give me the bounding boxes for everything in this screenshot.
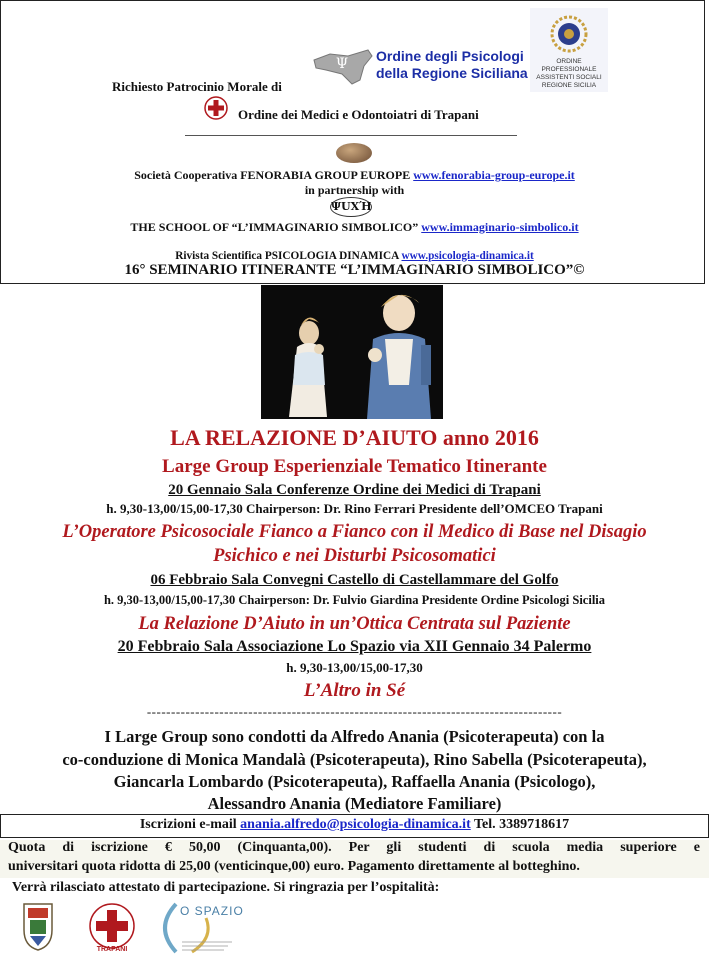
event1-theme-line1: L’Operatore Psicosociale Fianco a Fianco con il Medico di Base nel Disagio <box>62 522 647 542</box>
conductors-line2: co-conduzione di Monica Mandalà (Psicoterapeuta), Rino Sabella (Psicoterapeuta), <box>62 750 647 769</box>
sunburst-icon <box>549 12 589 56</box>
event1-hours: h. 9,30-13,00/15,00-17,30 Chairperson: Dr. Rino Ferrari Presidente dell’OMCEO Trapani <box>106 501 603 516</box>
ordine-medici-label: Ordine dei Medici e Odontoiatri di Trapani <box>238 107 479 122</box>
fenorabia-text: Società Cooperativa FENORABIA GROUP EUROPE <box>134 168 411 182</box>
event2-hours: h. 9,30-13,00/15,00-17,30 Chairperson: Dr. Fulvio Giardina Presidente Ordine Psicologi Sicilia <box>103 593 606 607</box>
contact-email-link[interactable]: anania.alfredo@psicologia-dinamica.it <box>240 817 471 832</box>
svg-text:Ψ: Ψ <box>335 56 349 72</box>
main-subtitle: Large Group Esperienziale Tematico Itinerante <box>162 456 547 477</box>
rivista-line <box>21 248 687 263</box>
rivista-link[interactable]: www.psicologia-dinamica.it <box>401 248 534 262</box>
event2-theme: La Relazione D’Aiuto in un’Ottica Centrata sul Paziente <box>138 614 571 634</box>
sicily-map-icon <box>312 46 374 86</box>
header-divider <box>185 135 517 136</box>
contact-line <box>0 817 709 833</box>
psicologi-logo-line2: della Regione Siciliana <box>376 65 528 81</box>
event3-place: 20 Febbraio Sala Associazione Lo Spazio via XII Gennaio 34 Palermo <box>117 638 592 655</box>
trapani-logo-label: TRAPANI <box>96 946 128 953</box>
event2-place: 06 Febbraio Sala Convegni Castello di Castellammare del Golfo <box>150 572 559 588</box>
contact-tel: Tel. 3389718617 <box>473 817 570 832</box>
school-text: THE SCHOOL OF “L’IMMAGINARIO SIMBOLICO” <box>130 220 419 234</box>
contact-label: Iscrizioni e-mail <box>139 817 237 832</box>
fees-line2: universitari quota ridotta di 25,00 (venticinque,00) euro. Pagamento direttamente al botteghino. <box>8 859 580 874</box>
main-title: LA RELAZIONE D’AIUTO anno 2016 <box>170 425 539 450</box>
fenorabia-line <box>0 168 709 183</box>
patrocinio-label: Richiesto Patrocinio Morale di <box>112 79 282 94</box>
conductors-line3: Giancarla Lombardo (Psicoterapeuta), Raffaella Anania (Psicologo), <box>113 772 596 791</box>
assistenti-sociali-logo <box>530 8 608 92</box>
municipality-crest <box>18 900 58 952</box>
event3-hours: h. 9,30-13,00/15,00-17,30 <box>286 660 423 675</box>
school-link[interactable]: www.immaginario-simbolico.it <box>421 220 579 234</box>
school-line <box>0 220 709 235</box>
ordine-medici-emblem <box>204 96 228 120</box>
dashed-separator: -------------------------------------------------------------------------------------- <box>146 704 563 719</box>
event3-theme: L’Altro in Sé <box>303 680 406 701</box>
seminario-title: 16° SEMINARIO ITINERANTE “L’IMMAGINARIO SIMBOLICO”© <box>124 262 585 278</box>
event1-place: 20 Gennaio Sala Conferenze Ordine dei Medici di Trapani <box>168 482 541 498</box>
crest-icon <box>18 900 58 952</box>
caduceus-cross-icon <box>204 96 228 120</box>
rivista-text: Rivista Scientifica PSICOLOGIA DINAMICA <box>175 248 399 262</box>
partnership-label: in partnership with <box>304 183 405 197</box>
lo-spazio-logo <box>152 898 248 956</box>
lo-spazio-label: O SPAZIO <box>180 904 244 918</box>
fees-line1: Quota di iscrizione € 50,00 (Cinquanta,00). Per gli studenti di scuola media superiore e <box>8 840 700 855</box>
trapani-medici-logo <box>86 902 138 956</box>
conductors-line4: Alessandro Anania (Mediatore Familiare) <box>207 794 502 813</box>
psicologi-logo-line1: Ordine degli Psicologi <box>376 48 524 64</box>
fees-line3: Verrà rilasciato attestato di partecipazione. Si ringrazia per l’ospitalità: <box>12 880 440 895</box>
ordine-psicologi-logo <box>312 44 530 90</box>
event1-theme-line2: Psichico e nei Disturbi Psicosomatici <box>213 546 496 566</box>
fenorabia-logo <box>336 143 372 163</box>
figurines-photo <box>261 285 443 419</box>
school-logo: ΨUXΉ <box>330 197 372 217</box>
assistenti-logo-text: ORDINE PROFESSIONALE ASSISTENTI SOCIALI REGIONE SICILIA <box>536 58 602 89</box>
conductors-line1: I Large Group sono condotti da Alfredo Anania (Psicoterapeuta) con la <box>104 727 605 746</box>
fenorabia-link[interactable]: www.fenorabia-group-europe.it <box>413 168 575 182</box>
